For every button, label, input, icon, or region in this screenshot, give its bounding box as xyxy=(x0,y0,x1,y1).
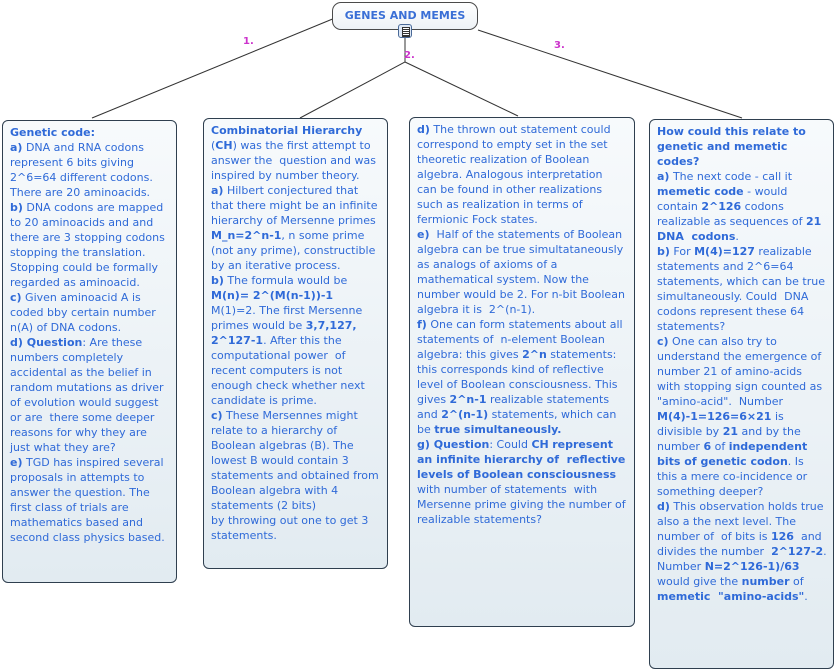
bold-text: d) Question xyxy=(10,336,83,349)
bold-text: e) xyxy=(417,228,430,241)
text: is divisible by xyxy=(657,410,788,438)
bold-text: c) xyxy=(10,291,22,304)
text: TGD has inspired several proposals in attempts to answer the question. The first class of trials are mathematics based and second class physics based. xyxy=(10,456,168,544)
text: statements: this corresponds kind of reflective level of Boolean consciousness. This gives xyxy=(417,348,621,406)
bold-text: independent bits of genetic codon xyxy=(657,440,812,468)
node-paragraph xyxy=(211,183,381,273)
bold-text: true simultaneously. xyxy=(434,423,562,436)
text: . Is this a mere co-incidence or something deeper? xyxy=(657,455,811,498)
node-paragraph xyxy=(211,123,381,183)
node-paragraph xyxy=(657,244,827,334)
bold-text: f) xyxy=(417,318,427,331)
bold-text: represent an infinite hierarchy of reflective levels of Boolean consciousness xyxy=(417,438,630,481)
text: : Could xyxy=(489,438,532,451)
link-line-2b xyxy=(405,62,518,116)
bold-text: 2^(n-1) xyxy=(441,408,489,421)
bold-text: a) xyxy=(211,184,224,197)
node-paragraph xyxy=(657,334,827,499)
node-boolean-algebra[interactable] xyxy=(409,117,635,627)
node-paragraph xyxy=(657,499,831,604)
bold-text: M(n)= 2^(M(n-1))-1 xyxy=(211,289,334,302)
text: Hilbert conjectured that that there might be an infinite hierarchy of Mersenne primes xyxy=(211,184,381,227)
bold-text: g) Question xyxy=(417,438,490,451)
bold-text: b) xyxy=(211,274,224,287)
node-paragraph xyxy=(657,124,827,169)
link-label-1: 1. xyxy=(243,36,254,47)
document-icon[interactable] xyxy=(398,24,412,38)
text: For xyxy=(669,245,695,258)
text: The thrown out statement could correspond to empty set in the set theoretic realization of Boolean algebra. Analogous interpretation can be found in other realizations such as realization in terms of fermionic Fock states. xyxy=(417,123,611,226)
text: One can form statements about all statements of n-element Boolean algebra: this gives xyxy=(417,318,627,361)
node-paragraph xyxy=(211,408,381,543)
root-concept-genes-and-memes[interactable]: GENES AND MEMES xyxy=(332,2,478,30)
text: ) was the first attempt to answer the question and was inspired by number theory. xyxy=(211,139,380,182)
bold-text: M(4)=127 xyxy=(694,245,755,258)
node-paragraph xyxy=(417,317,628,437)
bold-text: 6 xyxy=(703,440,712,453)
bold-text: 21 DNA codons xyxy=(657,215,826,243)
bold-text: d) xyxy=(657,500,670,513)
text: of xyxy=(711,440,729,453)
text: realizable statements and xyxy=(417,393,613,421)
bold-text: M(4)-1=126=6×21 xyxy=(657,410,772,423)
node-paragraph xyxy=(417,227,628,317)
text: with number of statements with Mersenne prime giving the number of realizable statements? xyxy=(417,468,630,526)
bold-text: number xyxy=(741,575,790,588)
link-line-3 xyxy=(478,30,742,118)
text: The next code - call it xyxy=(669,170,800,183)
text: realizable statements and 2^6=64 statements, which can be true simultaneously. Could DNA codons represent these 64 statements? xyxy=(657,245,829,333)
text: This observation holds true also a the next level. The number of of bits is xyxy=(657,500,827,543)
bold-text: c) xyxy=(657,335,669,348)
text: . After this the computational power of recent computers is not enough check whether next candidate is prime. xyxy=(211,334,369,407)
bold-text: Combinatorial Hierarchy xyxy=(211,124,363,137)
bold-text: How could this relate to genetic and memetic codes? xyxy=(657,125,810,168)
link-label-3: 3. xyxy=(554,40,565,51)
text: The formula would be xyxy=(223,274,351,287)
link-label-2: 2. xyxy=(404,50,415,61)
text: : Are these numbers completely accidental as the belief in random mutations as driver of evolution would suggest or are there some deeper reasons for why they are just what they are? xyxy=(10,336,168,454)
bold-text: c) xyxy=(211,409,223,422)
bold-text: a) xyxy=(657,170,670,183)
text: ( xyxy=(211,124,366,152)
node-paragraph xyxy=(10,125,170,140)
text: - would contain xyxy=(657,185,791,213)
text: . Number xyxy=(657,545,831,573)
text: , n some prime (not any prime), constructible by an iterative process. xyxy=(211,229,379,272)
bold-text: 126 xyxy=(771,530,794,543)
link-line-1 xyxy=(92,18,335,118)
bold-text: M_n=2^n-1 xyxy=(211,229,282,242)
text: M(1)=2. The first Mersenne primes would be xyxy=(211,289,366,332)
bold-text: 2^127-2 xyxy=(771,545,824,558)
node-paragraph xyxy=(10,140,170,200)
node-paragraph xyxy=(417,122,628,227)
node-paragraph xyxy=(657,169,827,244)
text: DNA codons are mapped to 20 aminoacids and and there are 3 stopping codons stopping the translation. Stopping could be formally regarded as aminoacid. xyxy=(10,201,169,289)
text: These Mersennes might relate to a hierarchy of Boolean algebras (B). The lowest B would contain 3 statements and obtained from Boolean algebra with 4 statements (2 bits) by throwing out one to get 3 statements. xyxy=(211,409,379,542)
bold-text: CH xyxy=(531,438,549,451)
text: Half of the statements of Boolean algebra can be true simultataneously as analogs of axioms of a mathematical system. Now the number would be 2. For n-bit Boolean algebra it is 2^(n-1). xyxy=(417,228,629,316)
node-paragraph xyxy=(10,200,170,290)
bold-text: N=2^126-1)/63 xyxy=(704,560,800,573)
node-paragraph xyxy=(10,455,170,545)
bold-text: CH xyxy=(215,139,233,152)
bold-text: memetic code xyxy=(657,185,744,198)
text: DNA and RNA codons represent 6 bits giving 2^6=64 different codons. There are 20 aminoacids. xyxy=(10,141,157,199)
node-combinatorial-hierarchy[interactable] xyxy=(203,118,388,569)
bold-text: 2^n-1 xyxy=(449,393,487,406)
node-paragraph xyxy=(10,335,170,455)
text: and divides the number xyxy=(657,530,826,558)
text: . xyxy=(735,230,739,243)
bold-text: d) xyxy=(417,123,430,136)
link-line-2a xyxy=(300,38,405,118)
text: and by the number xyxy=(657,425,805,453)
bold-text: Genetic code: xyxy=(10,126,95,139)
bold-text: 2^n xyxy=(522,348,547,361)
text: statements, which can be xyxy=(417,408,620,436)
node-paragraph xyxy=(10,290,170,335)
bold-text: e) xyxy=(10,456,23,469)
bold-text: memetic "amino-acids" xyxy=(657,590,805,603)
node-genetic-code[interactable] xyxy=(2,120,177,583)
text: . xyxy=(804,590,808,603)
bold-text: b) xyxy=(10,201,23,214)
bold-text: 21 xyxy=(722,425,738,438)
node-paragraph xyxy=(417,437,628,527)
text: Given aminoacid A is coded bby certain number n(A) of DNA codons. xyxy=(10,291,160,334)
node-memetic-code[interactable] xyxy=(649,119,834,669)
bold-text: a) xyxy=(10,141,23,154)
bold-text: b) xyxy=(657,245,670,258)
bold-text: 3,7,127, 2^127-1 xyxy=(211,319,361,347)
text: would give the xyxy=(657,560,804,588)
text: of xyxy=(789,575,808,588)
bold-text: 2^126 xyxy=(701,200,742,213)
node-paragraph xyxy=(211,273,381,408)
text: One can also try to understand the emergence of number 21 of amino-acids with stopping sign counted as "amino-acid". Number xyxy=(657,335,826,408)
text: codons realizable as sequences of xyxy=(657,200,807,228)
